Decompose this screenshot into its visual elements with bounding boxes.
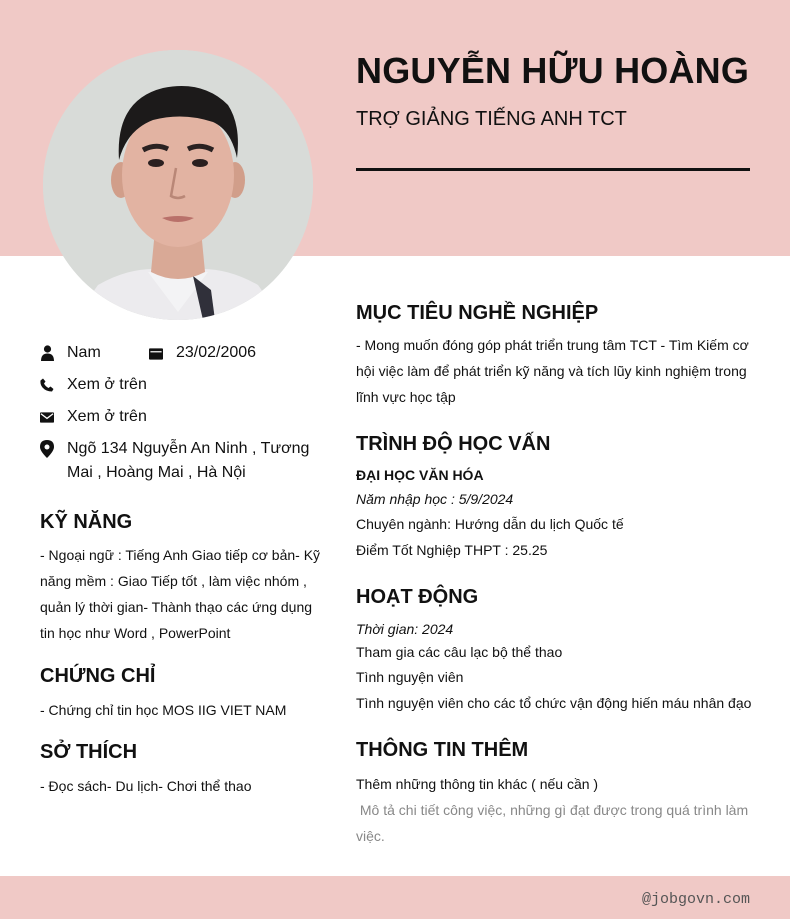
objective-title: MỤC TIÊU NGHỀ NGHIỆP (356, 302, 599, 324)
activities-time: Thời gian: 2024 (356, 621, 454, 637)
job-title: TRỢ GIẢNG TIẾNG ANH TCT (356, 108, 627, 130)
objective-text: - Mong muốn đóng góp phát triển trung tâm TCT - Tìm Kiếm cơ hội việc làm để phát triển kỹ năng và tích lũy kinh nghiệm trong lĩnh vực học tập (356, 337, 749, 405)
map-pin-icon (40, 437, 54, 461)
skills-title: KỸ NĂNG (40, 511, 133, 533)
calendar-icon (149, 341, 163, 365)
footer-watermark: @jobgovn.com (641, 891, 750, 908)
hobbies-title: SỞ THÍCH (40, 741, 138, 763)
activities-title: HOẠT ĐỘNG (356, 586, 479, 608)
birthdate-row (149, 341, 256, 365)
education-school: ĐẠI HỌC VĂN HÓA (356, 467, 484, 483)
extra-line: Thêm những thông tin khác ( nếu cần ) (356, 776, 599, 792)
address-value: Ngõ 134 Nguyễn An Ninh , Tương Mai , Hoàng Mai , Hà Nội (67, 440, 310, 481)
email-value: Xem ở trên (67, 408, 147, 425)
person-icon (40, 341, 54, 365)
extra-description: Mô tả chi tiết công việc, những gì đạt được trong quá trình làm việc. (356, 802, 753, 844)
gender-value: Nam (67, 344, 101, 361)
education-score: Điểm Tốt Nghiệp THPT : 25.25 (356, 542, 548, 558)
certificates-text: - Chứng chỉ tin học MOS IIG VIET NAM (40, 702, 287, 718)
gender-row (40, 341, 101, 365)
education-major: Chuyên ngành: Hướng dẫn du lịch Quốc tế (356, 516, 624, 532)
phone-icon (40, 373, 54, 397)
skills-text: - Ngoại ngữ : Tiếng Anh Giao tiếp cơ bản- Kỹ năng mềm : Giao Tiếp tốt , làm việc nhóm , quản lý thời gian- Thành thạo các ứng dụng tin học như Word , PowerPoint (40, 547, 321, 641)
address-row (40, 437, 315, 485)
avatar (43, 50, 313, 320)
education-title: TRÌNH ĐỘ HỌC VẤN (356, 433, 551, 455)
education-enrollment: Năm nhập học : 5/9/2024 (356, 491, 514, 507)
envelope-icon (40, 405, 54, 429)
activities-item: Tình nguyện viên (356, 669, 464, 685)
phone-value: Xem ở trên (67, 376, 147, 393)
phone-row (40, 373, 147, 397)
hobbies-text: - Đọc sách- Du lịch- Chơi thể thao (40, 778, 252, 794)
birthdate-value: 23/02/2006 (176, 344, 257, 361)
header-divider (356, 168, 750, 171)
profile-photo (43, 50, 313, 320)
certificates-title: CHỨNG CHỈ (40, 665, 156, 687)
email-row (40, 405, 147, 429)
activities-item: Tình nguyện viên cho các tổ chức vận động hiến máu nhân đạo (356, 695, 752, 711)
activities-item: Tham gia các câu lạc bộ thể thao (356, 644, 563, 660)
candidate-name: NGUYỄN HỮU HOÀNG (356, 50, 750, 91)
extra-title: THÔNG TIN THÊM (356, 739, 529, 761)
